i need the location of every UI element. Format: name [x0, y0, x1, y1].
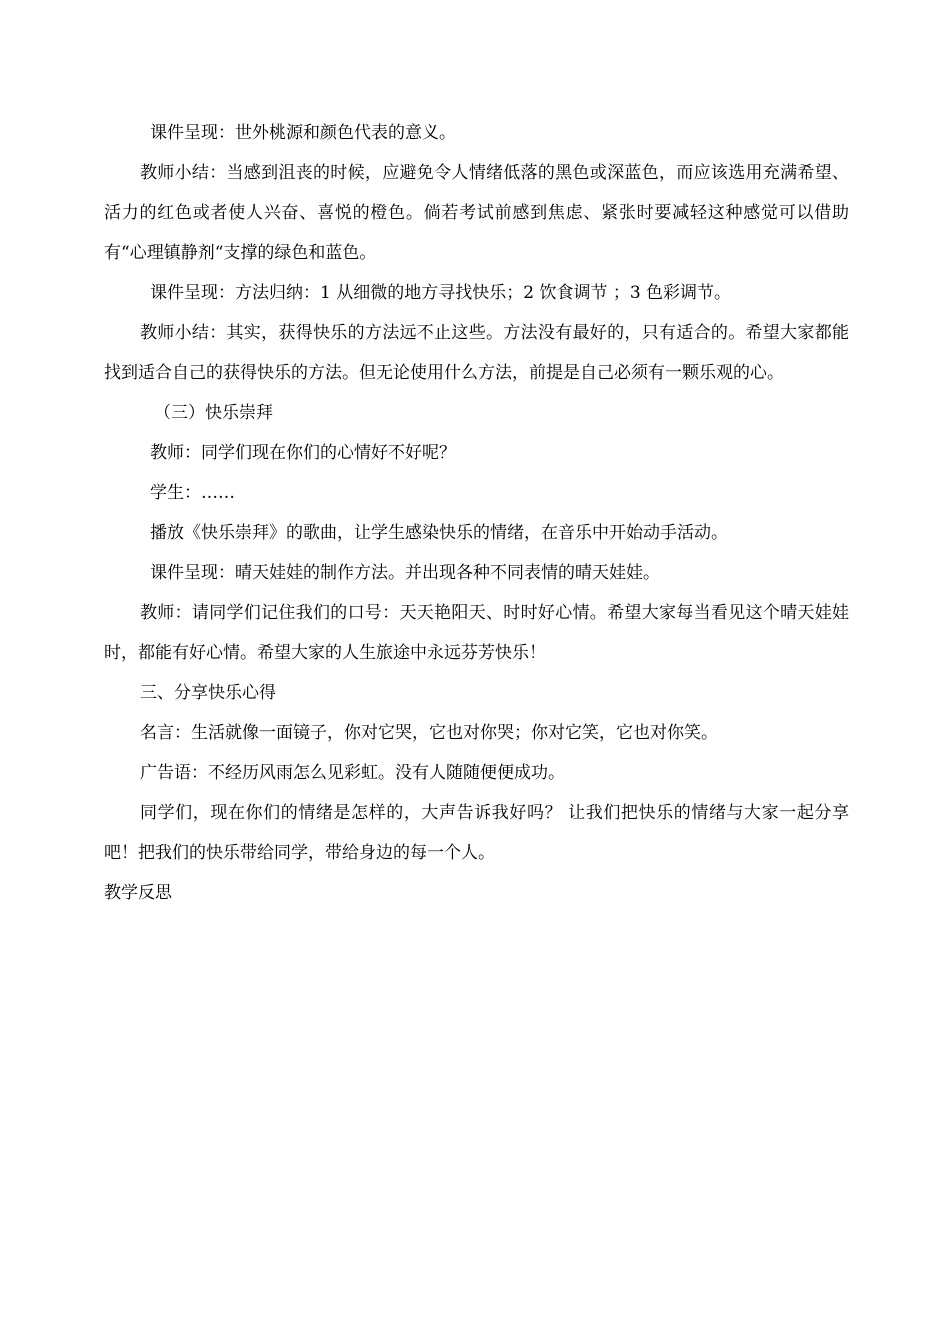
- paragraph-teacher-summary-2: 教师小结：其实，获得快乐的方法远不止这些。方法没有最好的，只有适合的。希望大家都能找到适合自己的获得快乐的方法。但无论使用什么方法，前提是自己必须有一颗乐观的心。: [104, 323, 849, 383]
- paragraph-student-answer: 学生：……: [150, 483, 235, 503]
- section-heading-share: 三、分享快乐心得: [140, 683, 276, 703]
- section-heading-reflection: 教学反思: [104, 883, 172, 903]
- section-heading-happy-worship: （三）快乐崇拜: [154, 403, 273, 423]
- paragraph-closing: 同学们，现在你们的情绪是怎样的，大声告诉我好吗？ 让我们把快乐的情绪与大家一起分享吧！把我们的快乐带给同学，带给身边的每一个人。: [104, 803, 849, 863]
- paragraph-teacher-slogan: 教师：请同学们记住我们的口号：天天艳阳天、时时好心情。希望大家每当看见这个晴天娃娃时，都能有好心情。希望大家的人生旅途中永远芬芳快乐！: [104, 603, 849, 663]
- paragraph-teacher-question: 教师：同学们现在你们的心情好不好呢？: [150, 443, 456, 463]
- paragraph-courseware-1: 课件呈现：世外桃源和颜色代表的意义。: [150, 123, 456, 143]
- paragraph-teacher-summary-1: 教师小结：当感到沮丧的时候，应避免令人情绪低落的黑色或深蓝色，而应该选用充满希望、活力的红色或者使人兴奋、喜悦的橙色。倘若考试前感到焦虑、紧张时要减轻这种感觉可以借助有“心理镇静剂“支撑的绿色和蓝色。: [104, 163, 849, 263]
- document-body: [104, 113, 849, 913]
- paragraph-quote: 名言：生活就像一面镜子，你对它哭，它也对你哭；你对它笑，它也对你笑。: [140, 723, 718, 743]
- paragraph-play-song: 播放《快乐崇拜》的歌曲，让学生感染快乐的情绪，在音乐中开始动手活动。: [150, 523, 728, 543]
- paragraph-slogan: 广告语：不经历风雨怎么见彩虹。没有人随随便便成功。: [140, 763, 565, 783]
- paragraph-courseware-3: 课件呈现：晴天娃娃的制作方法。并出现各种不同表情的晴天娃娃。: [150, 563, 660, 583]
- paragraph-courseware-2: 课件呈现：方法归纳：1 从细微的地方寻找快乐；2 饮食调节 ；3 色彩调节。: [150, 283, 732, 303]
